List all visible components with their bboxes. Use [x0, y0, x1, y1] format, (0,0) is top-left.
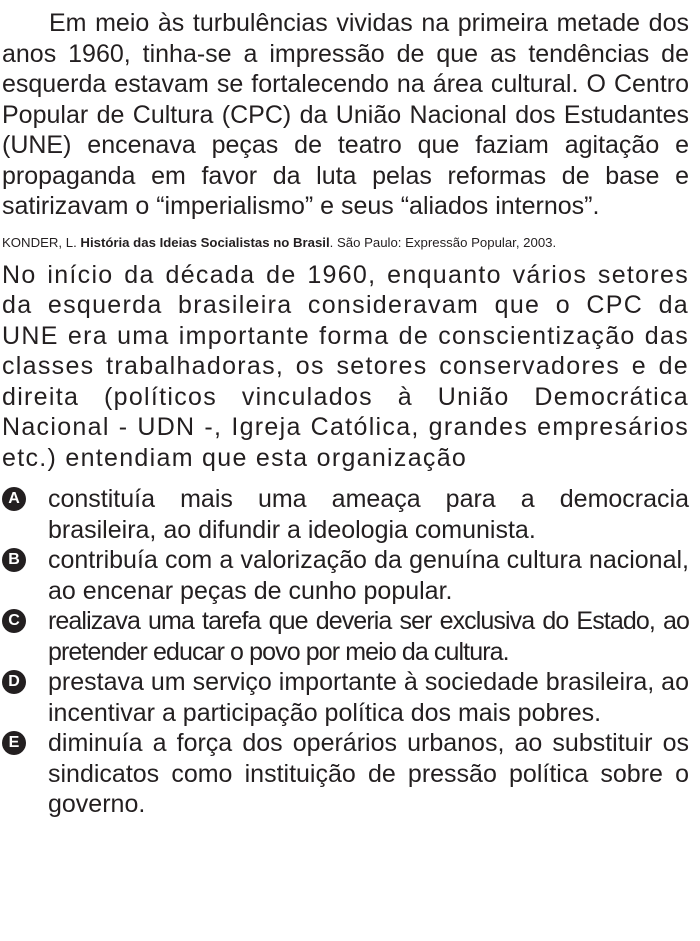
option-a[interactable]: [2, 484, 689, 545]
source-publication: . São Paulo: Expressão Popular, 2003.: [329, 234, 557, 250]
option-c[interactable]: [2, 606, 689, 667]
question-stem: No início da década de 1960, enquanto vários setores da esquerda brasileira consideravam que o CPC da UNE era uma importante forma de conscientização das classes trabalhadoras, os setores conservadores e de direita (políticos vinculados à União Democrática Nacional - UDN -, Igreja Católica, grandes empresários etc.) entendiam que esta organização: [2, 260, 689, 472]
source-author: KONDER, L.: [2, 234, 77, 250]
option-a-letter-badge: A: [2, 487, 26, 511]
option-b-letter-badge: B: [2, 548, 26, 572]
source-book-title: História das Ideias Socialistas no Brasil: [80, 234, 330, 250]
option-d-letter-badge: D: [2, 670, 26, 694]
question-page: [2, 8, 689, 820]
answer-options: [2, 484, 689, 820]
option-d[interactable]: [2, 667, 689, 728]
option-d-text: prestava um serviço importante à sociedade brasileira, ao incentivar a participação política dos mais pobres.: [48, 668, 689, 727]
option-a-text: constituía mais uma ameaça para a democracia brasileira, ao difundir a ideologia comunista.: [48, 485, 689, 544]
passage-text: Em meio às turbulências vividas na primeira metade dos anos 1960, tinha-se a impressão de que as tendências de esquerda estavam se fortalecendo na área cultural. O Centro Popular de Cultura (CPC) da União Nacional dos Estudantes (UNE) encenava peças de teatro que faziam agitação e propaganda em favor da luta pelas reformas de base e satirizavam o “imperialismo” e seus “aliados internos”.: [2, 9, 689, 220]
option-b-text: contribuía com a valorização da genuína cultura nacional, ao encenar peças de cunho popular.: [48, 546, 689, 605]
option-e[interactable]: [2, 728, 689, 820]
option-b[interactable]: [2, 545, 689, 606]
option-c-text: realizava uma tarefa que deveria ser exclusiva do Estado, ao pretender educar o povo por meio da cultura.: [48, 607, 689, 666]
source-citation: [2, 234, 689, 251]
option-e-letter-badge: E: [2, 731, 26, 755]
option-e-text: diminuía a força dos operários urbanos, ao substituir os sindicatos como instituição de pressão política sobre o governo.: [48, 729, 689, 818]
option-c-letter-badge: C: [2, 609, 26, 633]
